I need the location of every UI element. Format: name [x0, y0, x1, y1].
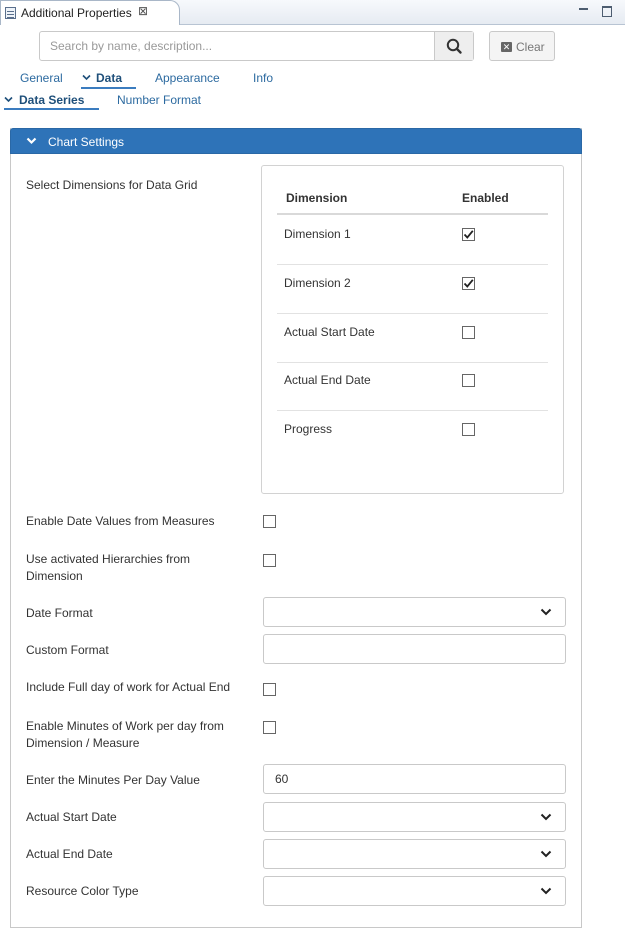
actual-end-date-label: Actual End Date — [26, 847, 113, 861]
tab-data[interactable]: Data — [96, 71, 123, 85]
chevron-down-icon — [82, 74, 91, 81]
dimension-name: Actual Start Date — [284, 325, 375, 339]
search-box — [39, 31, 474, 61]
view-tab-additional-properties[interactable] — [0, 0, 180, 25]
chevron-down-icon — [26, 137, 37, 145]
search-icon — [435, 32, 474, 60]
column-header-dimension: Dimension — [286, 191, 348, 205]
enable-date-values-checkbox[interactable] — [263, 515, 276, 528]
include-full-day-checkbox[interactable] — [263, 683, 276, 696]
clear-label: Clear — [516, 40, 545, 54]
table-row — [277, 362, 548, 411]
chevron-down-icon — [540, 608, 552, 616]
search-button[interactable] — [434, 32, 473, 60]
checkmark-icon — [463, 229, 474, 240]
table-row — [277, 411, 548, 460]
dimension-name: Actual End Date — [284, 373, 371, 387]
dimension-name: Progress — [284, 422, 333, 436]
use-hierarchies-checkbox[interactable] — [263, 554, 276, 567]
subtab-number-format[interactable]: Number Format — [117, 93, 202, 107]
enabled-checkbox[interactable] — [462, 423, 475, 436]
actual-end-date-select[interactable] — [263, 839, 566, 869]
enabled-checkbox[interactable] — [462, 228, 475, 241]
grid-header — [277, 184, 548, 215]
actual-start-date-select[interactable] — [263, 802, 566, 832]
view-title: Additional Properties — [21, 6, 132, 20]
enabled-checkbox[interactable] — [462, 277, 475, 290]
view-tab-bar — [0, 0, 625, 25]
properties-view-icon — [5, 7, 16, 19]
enabled-checkbox[interactable] — [462, 326, 475, 339]
custom-format-label: Custom Format — [26, 643, 109, 657]
dimensions-label: Select Dimensions for Data Grid — [26, 178, 198, 192]
column-header-enabled: Enabled — [462, 191, 509, 205]
tab-data-underline — [81, 87, 136, 89]
subtab-data-series-underline — [4, 108, 99, 110]
clear-icon: ✕ — [502, 42, 511, 52]
enable-minutes-label-line2: Dimension / Measure — [26, 736, 140, 750]
maximize-view-button[interactable] — [600, 3, 614, 17]
resource-color-type-select[interactable] — [263, 876, 566, 906]
use-hierarchies-label-line2: Dimension — [26, 569, 83, 583]
dimension-name: Dimension 1 — [284, 227, 351, 241]
minutes-per-day-field[interactable] — [263, 764, 566, 794]
search-input[interactable] — [40, 32, 435, 60]
panel-title: Chart Settings — [48, 135, 125, 149]
minimize-view-button[interactable] — [577, 3, 591, 17]
clear-button[interactable] — [489, 31, 555, 61]
chevron-down-icon — [540, 813, 552, 821]
subtab-data-series[interactable]: Data Series — [19, 93, 85, 107]
enable-date-values-label: Enable Date Values from Measures — [26, 514, 215, 528]
chevron-down-icon — [540, 850, 552, 858]
minutes-per-day-value: 60 — [275, 772, 289, 786]
tab-general[interactable]: General — [20, 71, 63, 85]
chart-settings-header[interactable] — [10, 128, 582, 154]
date-format-select[interactable] — [263, 597, 566, 627]
date-format-label: Date Format — [26, 606, 93, 620]
checkmark-icon — [463, 278, 474, 289]
table-row — [277, 314, 548, 363]
tab-info[interactable]: Info — [253, 71, 274, 85]
actual-start-date-label: Actual Start Date — [26, 810, 117, 824]
enable-minutes-checkbox[interactable] — [263, 721, 276, 734]
minutes-per-day-label: Enter the Minutes Per Day Value — [26, 773, 200, 787]
chevron-down-icon — [540, 887, 552, 895]
table-row — [277, 265, 548, 314]
table-row — [277, 216, 548, 265]
dimension-name: Dimension 2 — [284, 276, 351, 290]
include-full-day-label: Include Full day of work for Actual End — [26, 680, 231, 694]
enable-minutes-label-line1: Enable Minutes of Work per day from — [26, 719, 224, 733]
close-view-icon[interactable]: ⊠ — [138, 4, 149, 18]
tab-appearance[interactable]: Appearance — [155, 71, 220, 85]
chevron-down-icon — [4, 96, 13, 103]
enabled-checkbox[interactable] — [462, 374, 475, 387]
resource-color-type-label: Resource Color Type — [26, 884, 139, 898]
use-hierarchies-label-line1: Use activated Hierarchies from — [26, 552, 191, 566]
custom-format-field[interactable] — [263, 634, 566, 664]
